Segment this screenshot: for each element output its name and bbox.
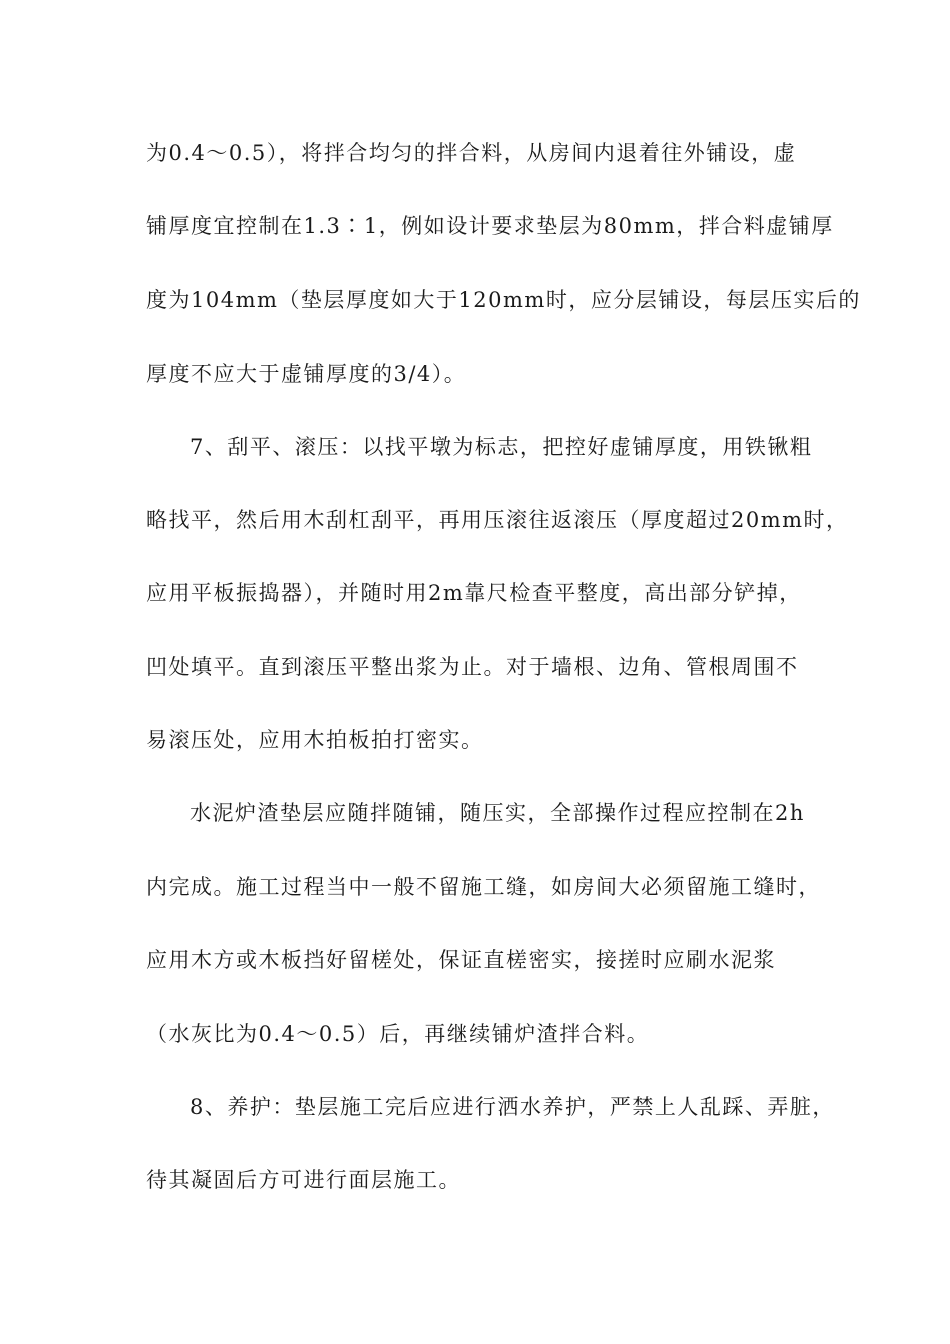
- paragraph-first-line: 7、刮平、滚压：以找平墩为标志，把控好虚铺厚度，用铁锹粗: [190, 435, 813, 459]
- text-line: 易滚压处，应用木拍板拍打密实。: [146, 728, 484, 752]
- text-line: 凹处填平。直到滚压平整出浆为止。对于墙根、边角、管根周围不: [146, 655, 799, 679]
- paragraph-first-line: 水泥炉渣垫层应随拌随铺，随压实，全部操作过程应控制在2h: [190, 801, 805, 825]
- text-line: 应用平板振捣器），并随时用2m靠尺检查平整度，高出部分铲掉，: [146, 581, 802, 605]
- text-line: 铺厚度宜控制在1.3∶1，例如设计要求垫层为80mm，拌合料虚铺厚: [146, 214, 834, 238]
- text-line: 厚度不应大于虚铺厚度的3/4）。: [146, 362, 467, 386]
- text-line: 内完成。施工过程当中一般不留施工缝，如房间大必须留施工缝时，: [146, 875, 821, 899]
- text-line: 略找平，然后用木刮杠刮平，再用压滚往返滚压（厚度超过20mm时，: [146, 508, 849, 532]
- text-line: 待其凝固后方可进行面层施工。: [146, 1168, 461, 1192]
- text-line: 度为104mm（垫层厚度如大于120mm时，应分层铺设，每层压实后的: [146, 288, 861, 312]
- text-line: （水灰比为0.4～0.5）后，再继续铺炉渣拌合料。: [146, 1022, 650, 1046]
- text-line: 应用木方或木板挡好留槎处，保证直槎密实，接搓时应刷水泥浆: [146, 948, 776, 972]
- paragraph-first-line: 8、养护：垫层施工完后应进行洒水养护，严禁上人乱踩、弄脏，: [190, 1095, 835, 1119]
- text-line: 为0.4～0.5），将拌合均匀的拌合料，从房间内退着往外铺设，虚: [146, 141, 797, 165]
